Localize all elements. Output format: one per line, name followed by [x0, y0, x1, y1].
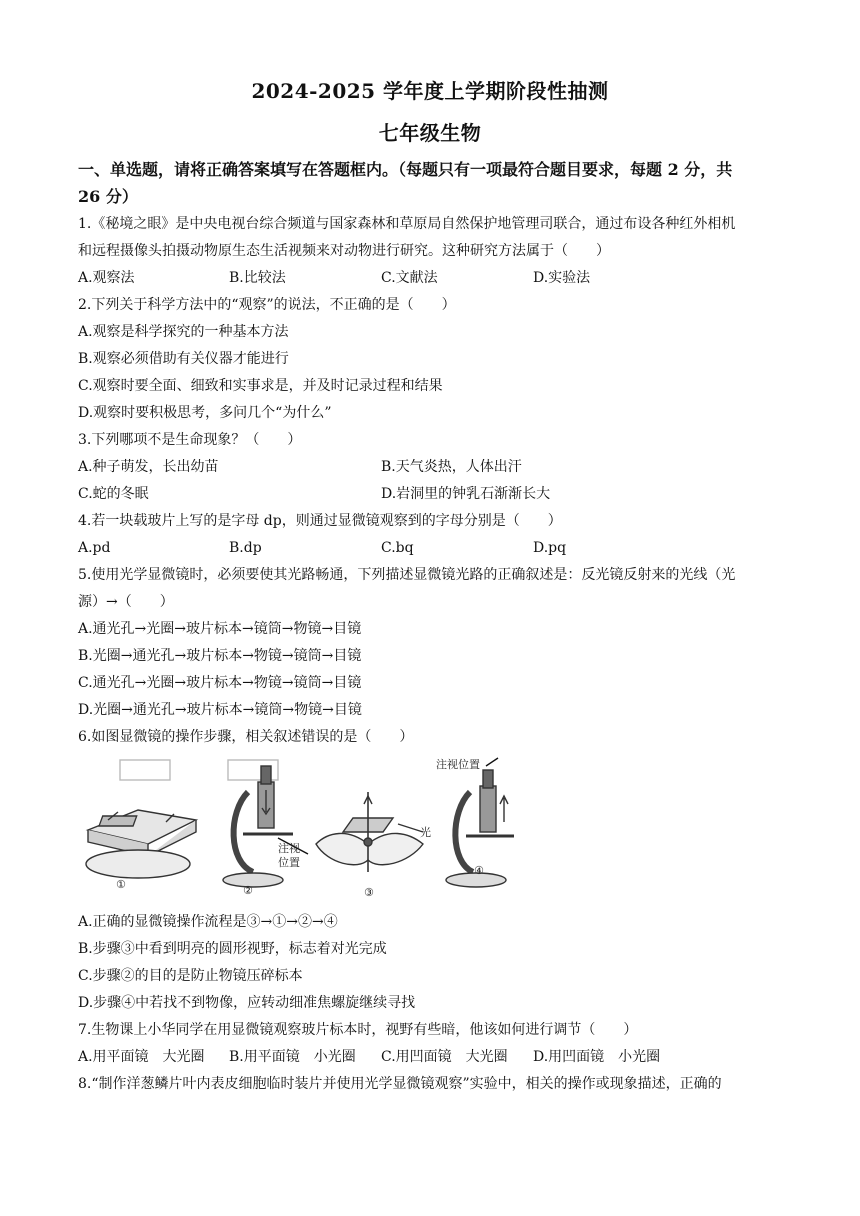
- exam-subtitle: 七年级生物: [378, 121, 482, 145]
- section-heading: 一、单选题，请将正确答案填写在答题框内。（每题只有一项最符合题目要求，每题 2 分，共: [78, 160, 733, 179]
- q6-option-c: C.步骤②的目的是防止物镜压碎标本: [78, 968, 303, 984]
- q1-option-c: C.文献法: [381, 270, 438, 286]
- section-heading-cont: 26 分）: [78, 187, 138, 206]
- q7-option-a: A.用平面镜 大光圈: [78, 1049, 205, 1065]
- q5-option-d: D.光圈→通光孔→玻片标本→镜筒→物镜→目镜: [78, 702, 362, 718]
- microscope-steps-figure: [78, 752, 528, 912]
- q7-option-c: C.用凹面镜 大光圈: [381, 1049, 508, 1065]
- q4-option-b: B.dp: [229, 540, 262, 556]
- figure-step-2: ②: [243, 884, 253, 897]
- q2-option-b: B.观察必须借助有关仪器才能进行: [78, 351, 289, 367]
- q6-option-a: A.正确的显微镜操作流程是③→①→②→④: [78, 914, 338, 930]
- q7-option-b: B.用平面镜 小光圈: [229, 1049, 356, 1065]
- q6-option-d: D.步骤④中若找不到物像，应转动细准焦螺旋继续寻找: [78, 995, 416, 1011]
- figure-label-watch: 注视: [278, 842, 300, 855]
- figure-step-4: ④: [474, 864, 484, 877]
- q7-stem: 7.生物课上小华同学在用显微镜观察玻片标本时，视野有些暗，他该如何进行调节（ ）: [78, 1022, 638, 1038]
- q2-option-d: D.观察时要积极思考，多问几个“为什么”: [78, 405, 332, 421]
- q4-stem: 4.若一块载玻片上写的是字母 dp，则通过显微镜观察到的字母分别是（ ）: [78, 513, 562, 529]
- q2-option-a: A.观察是科学探究的一种基本方法: [78, 324, 289, 340]
- q8-stem: 8.“制作洋葱鳞片叶内表皮细胞临时装片并使用光学显微镜观察”实验中，相关的操作或现象描述，正确的: [78, 1076, 722, 1092]
- q1-stem-cont: 和远程摄像头拍摄动物原生态生活视频来对动物进行研究。这种研究方法属于（ ）: [78, 243, 610, 259]
- q6-option-b: B.步骤③中看到明亮的圆形视野，标志着对光完成: [78, 941, 387, 957]
- q3-option-d: D.岩洞里的钟乳石渐渐长大: [381, 486, 551, 502]
- figure-label-light: 光: [420, 826, 431, 839]
- q5-option-c: C.通光孔→光圈→玻片标本→物镜→镜筒→目镜: [78, 675, 362, 691]
- q3-stem: 3.下列哪项不是生命现象？（ ）: [78, 432, 302, 448]
- q5-stem: 5.使用光学显微镜时，必须要使其光路畅通，下列描述显微镜光路的正确叙述是：反光镜反射来的光线（光: [78, 567, 736, 583]
- q7-option-d: D.用凹面镜 小光圈: [533, 1049, 661, 1065]
- q5-option-a: A.通光孔→光圈→玻片标本→镜筒→物镜→目镜: [78, 621, 362, 637]
- q2-stem: 2.下列关于科学方法中的“观察”的说法，不正确的是（ ）: [78, 297, 456, 313]
- figure-step-1: ①: [116, 878, 126, 891]
- step3-hands-drawing: [316, 792, 423, 872]
- q4-option-c: C.bq: [381, 540, 414, 556]
- figure-label-watch-position: 注视位置: [436, 758, 480, 771]
- q1-option-b: B.比较法: [229, 270, 286, 286]
- q2-option-c: C.观察时要全面、细致和实事求是，并及时记录过程和结果: [78, 378, 443, 394]
- q6-stem: 6.如图显微镜的操作步骤，相关叙述错误的是（ ）: [78, 729, 414, 745]
- q5-option-b: B.光圈→通光孔→玻片标本→物镜→镜筒→目镜: [78, 648, 362, 664]
- q3-option-a: A.种子萌发，长出幼苗: [78, 459, 219, 475]
- step1-stage-drawing: [86, 760, 196, 878]
- q3-option-c: C.蛇的冬眠: [78, 486, 149, 502]
- q1-stem: 1.《秘境之眼》是中央电视台综合频道与国家森林和草原局自然保护地管理司联合，通过布设各种红外相机: [78, 216, 736, 232]
- figure-label-position: 位置: [278, 856, 300, 869]
- exam-title: 2024-2025 学年度上学期阶段性抽测: [251, 79, 609, 103]
- q4-option-a: A.pd: [78, 540, 111, 556]
- q1-option-d: D.实验法: [533, 270, 591, 286]
- microscope-steps-illustration: [78, 752, 528, 912]
- q4-option-d: D.pq: [533, 540, 567, 556]
- q3-option-b: B.天气炎热，人体出汗: [381, 459, 522, 475]
- q5-stem-cont: 源）→（ ）: [78, 594, 174, 610]
- q1-option-a: A.观察法: [78, 270, 135, 286]
- figure-step-3: ③: [364, 886, 374, 899]
